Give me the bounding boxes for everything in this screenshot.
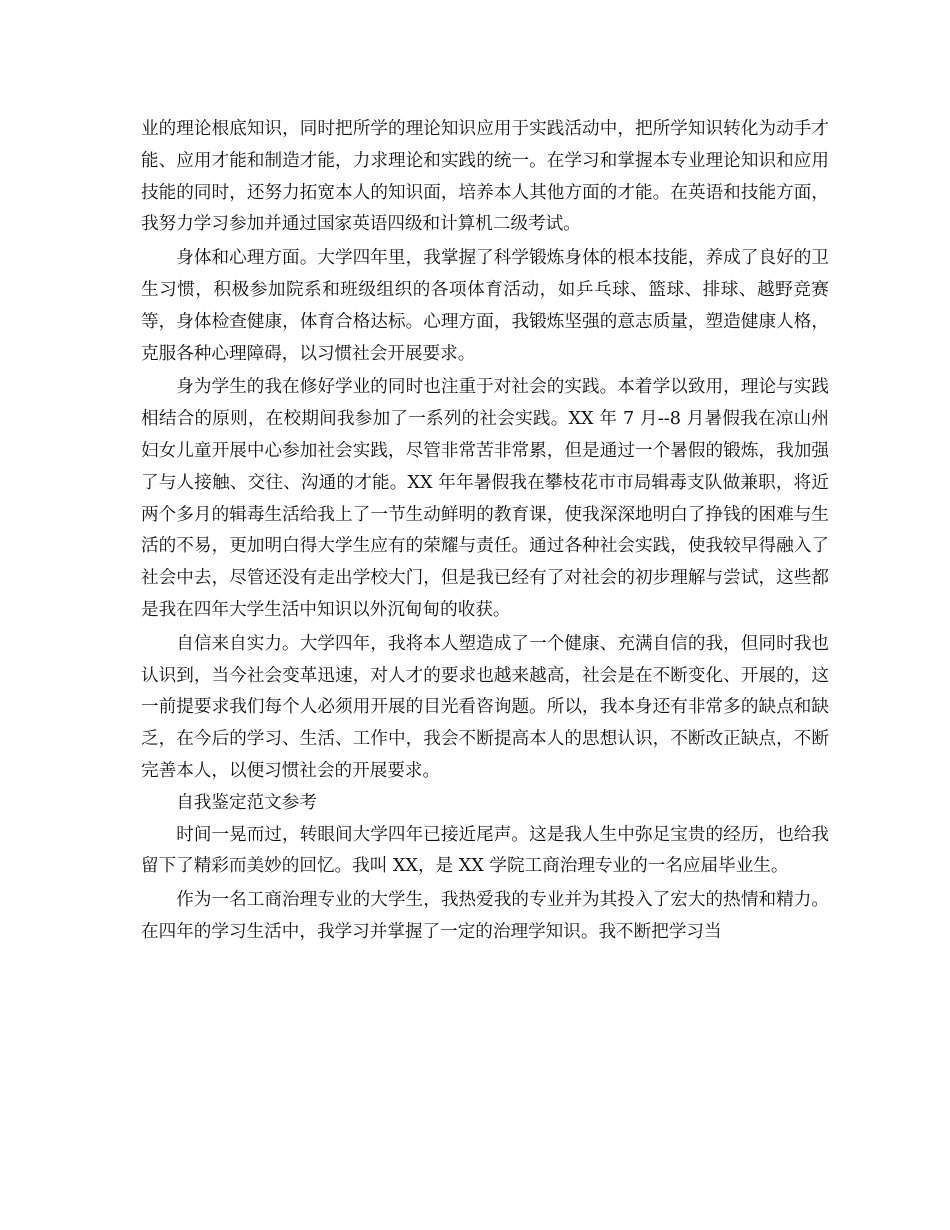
- document-body: [141, 114, 829, 949]
- paragraph-self-confidence: 自信来自实力。大学四年，我将本人塑造成了一个健康、充满自信的我，但同时我也认识到，当今社会变革迅速，对人才的要求也越来越高，社会是在不断变化、开展的，这一前提要求我们每个人必须用开展的目光看咨询题。所以，我本身还有非常多的缺点和缺乏，在今后的学习、生活、工作中，我会不断提高本人的思想认识，不断改正缺点，不断完善本人，以便习惯社会的开展要求。: [141, 633, 829, 781]
- paragraph-introduction: 时间一晃而过，转眼间大学四年已接近尾声。这是我人生中弥足宝贵的经历，也给我留下了精彩而美妙的回忆。我叫 XX，是 XX 学院工商治理专业的一名应届毕业生。: [141, 824, 829, 877]
- paragraph-academics-continued: 业的理论根底知识，同时把所学的理论知识应用于实践活动中，把所学知识转化为动手才能、应用才能和制造才能，力求理论和实践的统一。在学习和掌握本专业理论知识和应用技能的同时，还努力拓宽本人的知识面，培养本人其他方面的才能。在英语和技能方面，我努力学习参加并通过国家英语四级和计算机二级考试。: [141, 119, 829, 235]
- paragraph-major: 作为一名工商治理专业的大学生，我热爱我的专业并为其投入了宏大的热情和精力。在四年的学习生活中，我学习并掌握了一定的治理学知识。我不断把学习当: [141, 890, 829, 942]
- section-heading: 自我鉴定范文参考: [176, 792, 317, 813]
- paragraph-social-practice: 身为学生的我在修好学业的同时也注重于对社会的实践。本着学以致用，理论与实践相结合的原则，在校期间我参加了一系列的社会实践。XX 年 7 月--8 月暑假我在凉山州妇女儿童开展中心参加社会实践，尽管非常苦非常累，但是通过一个暑假的锻炼，我加强了与人接触、交往、沟通的才能。XX 年年暑假我在攀枝花市市局辑毒支队做兼职，将近两个多月的辑毒生活给我上了一节生动鲜明的教育课，使我深深地明白了挣钱的困难与生活的不易，更加明白得大学生应有的荣耀与责任。通过各种社会实践，使我较早得融入了社会中去，尽管还没有走出学校大门，但是我已经有了对社会的初步理解与尝试，这些都是我在四年大学生活中知识以外沉甸甸的收获。: [141, 377, 829, 620]
- paragraph-body-mind: 身体和心理方面。大学四年里，我掌握了科学锻炼身体的根本技能，养成了良好的卫生习惯，积极参加院系和班级组织的各项体育活动，如乒乓球、篮球、排球、越野竞赛等，身体检查健康，体育合格达标。心理方面，我锻炼坚强的意志质量，塑造健康人格，克服各种心理障碍，以习惯社会开展要求。: [141, 248, 829, 364]
